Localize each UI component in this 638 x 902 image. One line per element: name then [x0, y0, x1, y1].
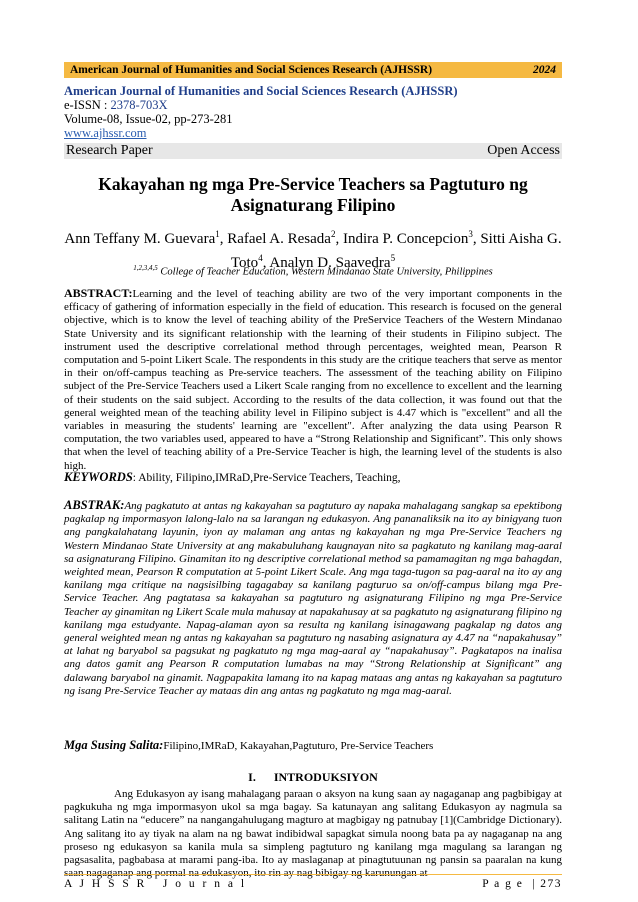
author-name: Rafael A. Resada	[227, 231, 331, 247]
abstract-text: Learning and the level of teaching ability are two of the very important components in the efficacy of gathering of information especially in the field of education. This research is focused on the general objective, which is to know the level of teaching ability of the PreService Teachers of the Western Mindanao State University and its significant relationship with the learning of their students in Filipino subject. The instrument used the descriptive correlational method through percentages, weighted mean, Pearson R computation and 5-point Likert Scale. The respondents in this study are the critique teachers that serve as mentor in their on/off-campus teaching as Pre-service teachers. The assessment of the teaching ability on Filipino subject of the Pre-Service Teachers used a Likert Scale ranging from no excellence to excellent and the learning of their students on the said subject. According to the results of the data collection, it was found out that the general weighted mean of the teaching ability level in Filipino subject is 4.47 which is "excellent" and all the variables in measuring the students' learning are "excellent". After analyzing the data using Pearson R computation, the two variables used, appeared to have a “Strong Relationship and Significant”. This only shows that when the level of teaching ability of a Pre-Service Teacher is high, the learning level of the students is also high.	[64, 288, 562, 472]
author-separator: ,	[262, 255, 270, 271]
author-name: Ann Teffany M. Guevara	[64, 231, 216, 247]
issn-label: e-ISSN :	[64, 98, 111, 112]
affiliation-text: College of Teacher Education, Western Mindanao State University, Philippines	[157, 266, 493, 278]
article-title: Kakayahan ng mga Pre-Service Teachers sa Pagtuturo ng Asignaturang Filipino	[98, 174, 528, 215]
issn-value: 2378-703X	[110, 98, 168, 112]
access-type: Open Access	[487, 143, 560, 158]
author-superscript: 4	[258, 253, 263, 263]
keywords-label: KEYWORDS	[64, 470, 133, 484]
paper-type-bar	[64, 143, 562, 159]
author-name: Sitti Aisha G. Toto	[230, 231, 562, 271]
issn-line	[64, 98, 562, 112]
author-separator: ,	[335, 231, 343, 247]
footer-page-number: P a g e | 273	[482, 878, 562, 890]
journal-banner	[64, 62, 562, 78]
footer-divider	[64, 874, 562, 875]
abstract-label: ABSTRACT:	[64, 286, 133, 300]
susing-salita-label: Mga Susing Salita:	[64, 738, 164, 752]
abstract-section	[64, 287, 562, 473]
section-heading-introduksiyon: I. INTRODUKSIYON	[248, 770, 378, 784]
author-name: Analyn D. Saavedra	[269, 255, 391, 271]
abstrak-text: Ang pagkatuto at antas ng kakayahan sa pagtuturo ay napaka mahalagang sangkap sa epektibong pagkalap ng impormasyon lalong-lalo na sa larangan ng edukasyon. Ang pananaliksik na ito ay binigyang tuon ang pangkalahatang layunin, iyon ay malaman ang antas ng kakayahan ng mga Pre-Service Teachers ng Western Mindanao State University at ang makabuluhang kaugnayan nito sa pagkatuto ng kanilang mag-aaral sa asignaturang Filipino. Ginamitan ito ng descriptive correlational method sa pamamagitan ng mga bahagdan, weighted mean, Pearson R computation at 5-point Likert Scale. Ang mga taga-tugon sa pag-aaral na ito ay ang kanilang mga critique na nagsisilbing tagagabay sa kanilang pagturuo sa on/off-campus bilang mga Pre-Service Teacher. Ang pagtatasa sa kakayahan sa pagtuturo ng asignaturang Filipino ng mga Pre-Service Teacher ay ginamitan ng Likert Scale mula mahusay at napakahusay at sa pagkatuto ng asignaturang filipino ng kanilang mga estudyante. Napag-alaman ayon sa resulta ng kanilang isinagawang pagkalap ng datos ang general weighted mean ng antas ng kakayahan sa pagtuturo ng nasabing asignatura ay 4.47 na “napakahusay” at lahat ng baryabol sa pagsukat ng pagkatuto ng mga mag-aaral ay “napakahusay”. Pagkatapos na inalisa ang datos gamit ang Pearson R computation lumabas na may “Strong Relationship at Significant” ang dalawang baryabol na ginamit. Nagpapakita lamang ito na kapag mataas ang antas ng kakayahan sa pagtuturo ng isang Pre-Service Teacher ay mataas din ang antas ng pagkatuto ng mga mag-aaral.	[64, 500, 562, 697]
abstrak-section	[64, 499, 562, 698]
journal-banner-title: American Journal of Humanities and Social Sciences Research (AJHSSR)	[70, 64, 433, 76]
paper-type: Research Paper	[66, 143, 153, 158]
keywords-section	[64, 471, 562, 485]
author-name: Indira P. Concepcion	[342, 231, 469, 247]
introduction-text: Ang Edukasyon ay isang mahalagang paraan o aksyon na kung saan ay nagaganap ang pagbibigay at pagkukuha ng mga impormasyon ukol sa mga bagay. Sa katunayan ang salitang Edukasyon ay nagmula sa salitang Latin na “educere” na nangangahulugang magturo at magbigay ng patnubay [1](Cambridge Dictionary). Ang salitang ito ay tiyak na alam na ng bawat indibidwal sapagkat simula noong bata pa ay nagaganap na ang proseso ng edukasyon sa kanila mula sa simpleng pagtuturo ng kanilang mga magulang sa larangan ng pagsasalita, pagbabasa at marami pang-iba. Ito ay maslaganap at pinagtutuunan ng pansin sa paaralan na kung saan nagaganap ang pormal na edukasyon, ito rin ay nag bibigay ng karunungan at	[64, 788, 562, 880]
affiliation	[64, 264, 562, 278]
journal-title: American Journal of Humanities and Social Sciences Research (AJHSSR)	[64, 84, 458, 98]
page-footer	[64, 878, 562, 890]
footer-journal: A J H S S R J o u r n a l	[64, 878, 247, 890]
susing-salita-section	[64, 739, 562, 753]
author-superscript: 1	[215, 229, 220, 239]
author-superscript: 2	[330, 229, 336, 239]
author-superscript: 5	[390, 253, 396, 263]
journal-meta	[64, 84, 562, 140]
affiliation-superscript: 1,2,3,4,5	[133, 264, 158, 272]
website-link[interactable]: www.ajhssr.com	[64, 126, 147, 140]
author-separator: ,	[472, 231, 481, 247]
volume-info: Volume-08, Issue-02, pp-273-281	[64, 112, 233, 126]
author-superscript: 3	[468, 229, 473, 239]
abstrak-label: ABSTRAK:	[64, 498, 125, 512]
author-separator: ,	[219, 231, 228, 247]
susing-salita-text: Filipino,IMRaD, Kakayahan,Pagtuturo, Pre-Service Teachers	[163, 740, 434, 752]
keywords-text: : Ability, Filipino,IMRaD,Pre-Service Teachers, Teaching,	[132, 472, 401, 484]
journal-banner-year: 2024	[533, 64, 556, 76]
